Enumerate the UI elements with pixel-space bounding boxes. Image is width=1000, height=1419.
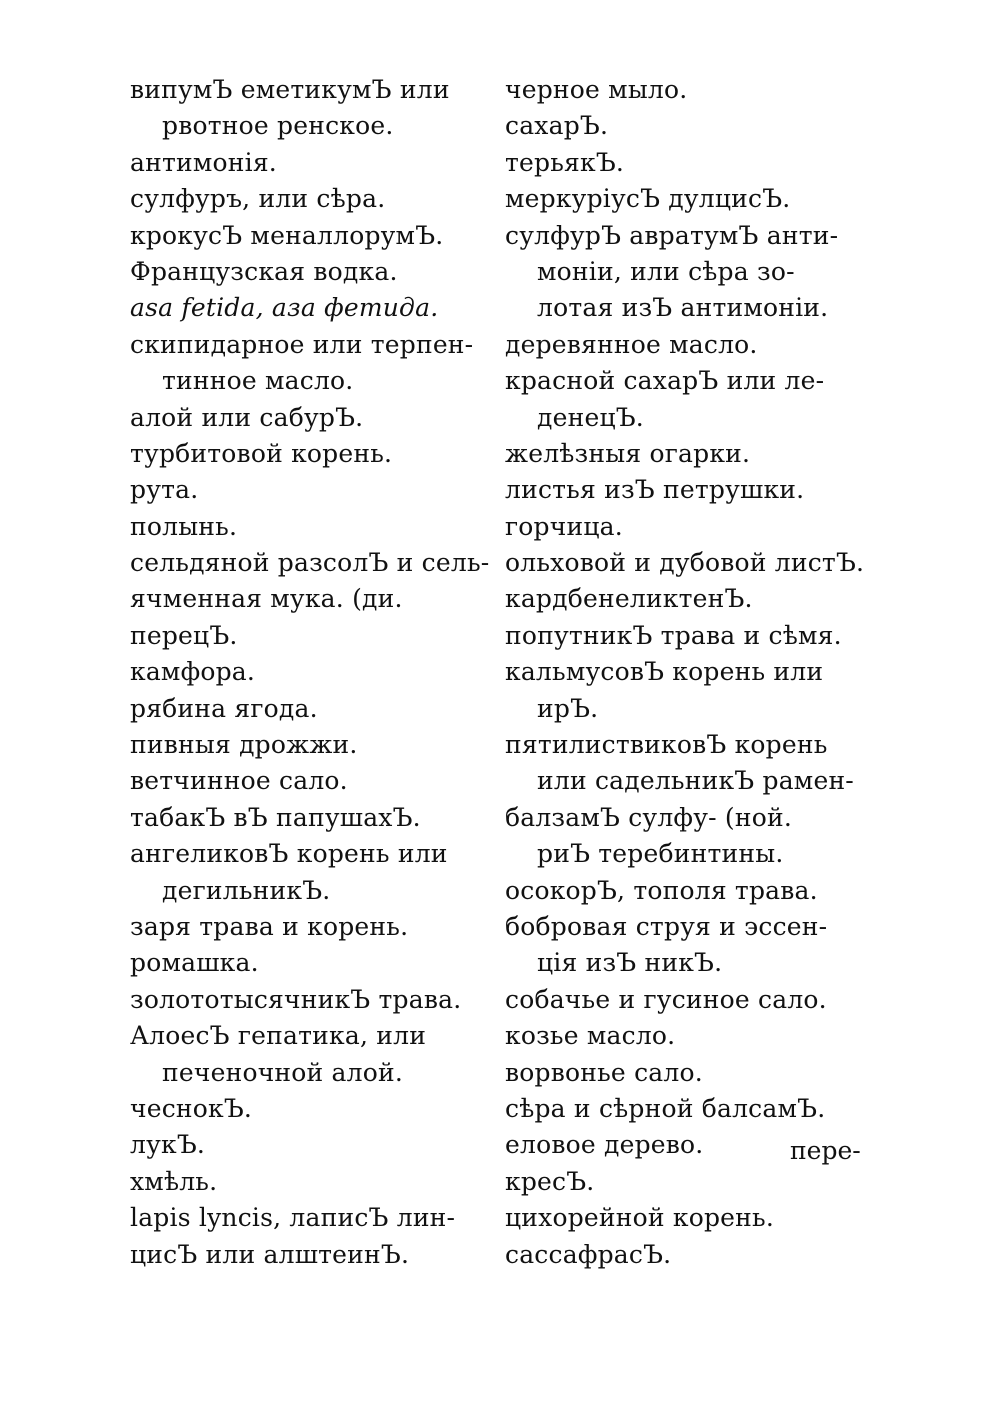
left-column-line: asa fetida, аза фетида.: [130, 293, 439, 323]
right-column-line: ирЪ.: [537, 693, 599, 723]
left-column-line: випумЪ еметикумЪ или: [130, 75, 450, 104]
left-column-line: АлоесЪ гепатика, или: [130, 1021, 427, 1051]
right-column-line: бобровая струя и эссен-: [505, 911, 828, 941]
right-column-line: или садельникЪ рамен-: [537, 766, 854, 796]
right-column-line: осокорЪ, тополя трава.: [505, 875, 818, 905]
left-column-line: сулфуръ, или сѣра.: [130, 184, 386, 214]
left-column-line: чеснокЪ.: [130, 1093, 253, 1123]
right-column-line: балзамЪ сулфу- (ной.: [505, 802, 792, 832]
right-column-line: горчица.: [505, 511, 623, 541]
right-column-line: кресЪ.: [505, 1166, 595, 1196]
right-column-line: терьякЪ.: [505, 147, 625, 177]
right-column-line: сахарЪ.: [505, 111, 609, 141]
right-column-line: сѣра и сѣрной балсамЪ.: [505, 1093, 826, 1123]
right-column-line: пятилиствиковЪ корень: [505, 730, 828, 760]
left-column-line: пивныя дрожжи.: [130, 730, 358, 760]
right-column-line: сулфурЪ авратумЪ анти-: [505, 220, 839, 250]
right-column-line: черное мыло.: [505, 75, 688, 104]
left-column-line: полынь.: [130, 511, 238, 541]
left-column-line: алой или сабурЪ.: [130, 402, 364, 432]
left-column-line: турбитовой корень.: [130, 438, 393, 468]
right-column-line: кальмусовЪ корень или: [505, 657, 824, 687]
left-column-line: рябина ягода.: [130, 693, 318, 723]
right-column-line: красной сахарЪ или ле-: [505, 366, 825, 396]
right-column-line: еловое дерево.: [505, 1130, 704, 1160]
left-column-line: печеночной алой.: [162, 1057, 403, 1087]
left-column-line: тинное масло.: [162, 366, 354, 396]
left-column-line: ячменная мука. (ди.: [130, 584, 403, 614]
left-column-line: рута.: [130, 475, 199, 505]
left-column-line: заря трава и корень.: [130, 911, 409, 941]
right-column-line: попутникЪ трава и сѣмя.: [505, 620, 842, 650]
right-column-line: кардбенеликтенЪ.: [505, 584, 753, 614]
left-column-line: ромашка.: [130, 948, 259, 978]
left-column-line: ветчинное сало.: [130, 766, 348, 796]
left-column-line: дегильникЪ.: [162, 875, 331, 905]
right-column-line: риЪ теребинтины.: [537, 839, 784, 869]
left-column-line: цисЪ или алштеинЪ.: [130, 1239, 410, 1269]
right-column-line: собачье и гусиное сало.: [505, 984, 827, 1014]
left-column-line: табакЪ вЪ папушахЪ.: [130, 802, 421, 832]
right-column-line: козье масло.: [505, 1021, 676, 1051]
right-column-line: моніи, или сѣра зо-: [537, 256, 795, 286]
right-column-line: ворвонье сало.: [505, 1057, 703, 1087]
right-column-line: листья изЪ петрушки.: [505, 475, 805, 505]
right-column: [505, 72, 885, 1273]
right-column-line: сассафрасЪ.: [505, 1239, 672, 1269]
left-column-line: перецЪ.: [130, 620, 238, 650]
left-column-line: крокусЪ меналлорумЪ.: [130, 220, 444, 250]
left-column-line: лукЪ.: [130, 1130, 206, 1160]
right-column-line: денецЪ.: [537, 402, 644, 432]
right-column-line: лотая изЪ антимоніи.: [537, 293, 829, 323]
catchword: пере-: [790, 1136, 861, 1165]
right-column-line: желѣзныя огарки.: [505, 438, 751, 468]
left-column-line: хмѣль.: [130, 1166, 218, 1196]
left-column-line: скипидарное или терпен-: [130, 329, 474, 359]
left-column-line: lapis lyncis, лаписЪ лин-: [130, 1203, 456, 1233]
right-column-line: меркуріусЪ дулцисЪ.: [505, 184, 791, 214]
left-column-line: золототысячникЪ трава.: [130, 984, 462, 1014]
left-column-line: Французская водка.: [130, 256, 398, 286]
right-column-line: ольховой и дубовой листЪ.: [505, 548, 865, 578]
left-column-line: камфора.: [130, 657, 256, 687]
right-column-line: ція изЪ никЪ.: [537, 948, 723, 978]
left-column: [130, 72, 500, 1273]
left-column-line: антимонія.: [130, 147, 277, 177]
left-column-line: сельдяной разсолЪ и сель-: [130, 548, 490, 578]
left-column-line: ангеликовЪ корень или: [130, 839, 448, 869]
left-column-line: рвотное ренское.: [162, 111, 394, 141]
right-column-line: цихорейной корень.: [505, 1203, 774, 1233]
right-column-line: деревянное масло.: [505, 329, 758, 359]
